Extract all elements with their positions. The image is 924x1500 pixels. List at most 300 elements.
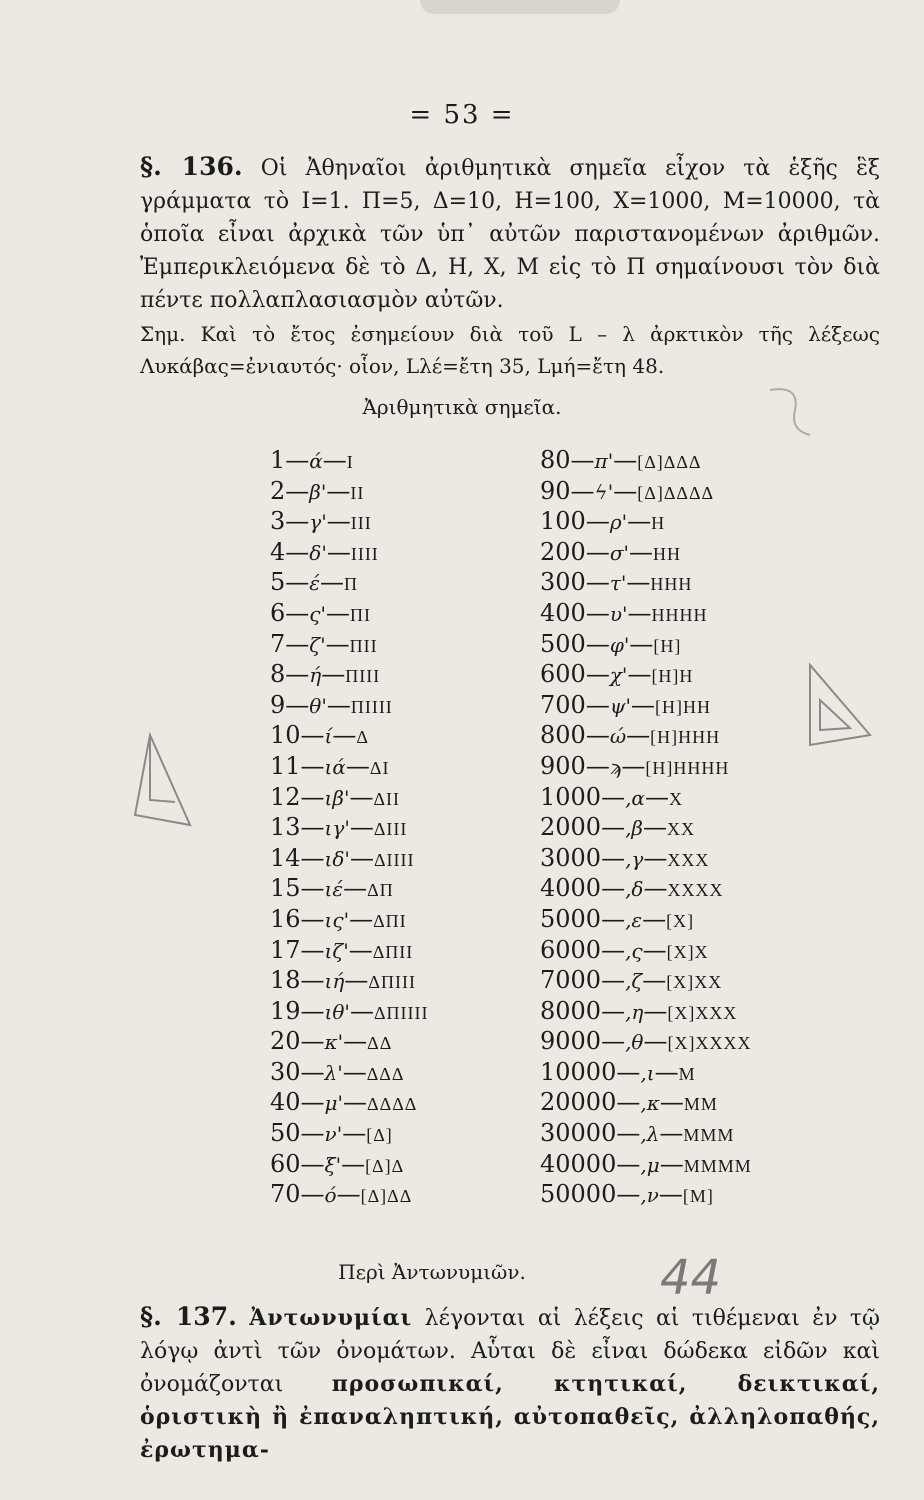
- greek-numeral: π': [594, 449, 614, 473]
- dash-separator: —: [616, 1119, 641, 1148]
- attic-numeral: ΗΗΗΗ: [651, 604, 708, 625]
- dash-separator: —: [285, 476, 310, 505]
- dash-separator: —: [627, 598, 652, 627]
- dash-separator: —: [320, 568, 345, 597]
- dash-separator: —: [659, 1149, 684, 1178]
- dash-separator: —: [326, 476, 351, 505]
- numeral-row: [540, 782, 752, 813]
- dash-separator: —: [585, 568, 610, 597]
- arabic-number: 10000: [540, 1057, 617, 1086]
- arabic-number: 500: [540, 629, 586, 658]
- dash-separator: —: [585, 537, 610, 566]
- numeral-row: [540, 812, 752, 843]
- dash-separator: —: [643, 813, 667, 842]
- numeral-row: [540, 873, 752, 904]
- greek-numeral: ,η: [625, 999, 644, 1024]
- dash-separator: —: [341, 1149, 366, 1178]
- dash-separator: —: [570, 476, 595, 505]
- attic-numeral: [Χ]ΧΧ: [666, 972, 723, 993]
- numeral-row: [540, 751, 752, 782]
- numeral-row: [540, 598, 752, 629]
- attic-numeral: ΔΠ: [367, 880, 394, 901]
- numeral-row: [540, 506, 752, 537]
- dash-separator: —: [642, 935, 667, 964]
- numeral-row: [270, 812, 429, 843]
- arabic-number: 4: [270, 537, 286, 566]
- dash-separator: —: [300, 874, 325, 903]
- attic-numeral: [Χ]ΧΧΧ: [667, 1002, 738, 1023]
- numeral-row: [540, 904, 752, 935]
- greek-numeral: ώ: [609, 724, 627, 749]
- attic-numeral: ΙΙΙ: [350, 513, 372, 534]
- greek-numeral: ιή: [324, 969, 345, 994]
- handwritten-note: 44: [660, 1250, 722, 1306]
- attic-numeral: ΠΙ: [349, 604, 371, 625]
- dash-separator: —: [643, 1027, 668, 1056]
- attic-numeral: ΠΙΙΙΙ: [350, 696, 393, 717]
- attic-numeral: [Χ]ΧΧΧΧ: [667, 1033, 752, 1054]
- dash-separator: —: [285, 446, 310, 474]
- dash-separator: —: [585, 507, 610, 536]
- arabic-number: 400: [540, 598, 586, 627]
- dash-separator: —: [631, 690, 655, 719]
- numerals-right-column: [540, 445, 752, 1210]
- attic-numeral: [Χ]: [666, 910, 695, 931]
- dash-separator: —: [601, 813, 626, 842]
- greek-numeral: ς': [309, 601, 326, 626]
- arabic-number: 800: [540, 721, 586, 750]
- arabic-number: 1000: [540, 782, 602, 811]
- arabic-number: 1: [270, 446, 286, 474]
- greek-numeral: ιζ': [324, 938, 349, 963]
- arabic-number: 9: [270, 690, 286, 719]
- attic-numeral: [Δ]ΔΔΔ: [637, 452, 702, 472]
- dash-separator: —: [643, 874, 668, 903]
- greek-numeral: ϡ: [609, 754, 622, 779]
- attic-numeral: ΜΜΜ: [683, 1125, 735, 1146]
- dash-separator: —: [643, 996, 668, 1025]
- dash-separator: —: [300, 721, 325, 750]
- arabic-number: 4000: [540, 874, 602, 903]
- numeral-row: [270, 873, 429, 904]
- dash-separator: —: [629, 629, 654, 658]
- arabic-number: 2: [270, 476, 286, 505]
- arabic-number: 20000: [540, 1088, 617, 1117]
- dash-separator: —: [300, 782, 325, 811]
- torn-edge: [420, 0, 620, 14]
- numeral-row: [270, 537, 429, 568]
- attic-numeral: ΙΙΙΙ: [350, 543, 379, 564]
- dash-separator: —: [642, 904, 667, 933]
- numerals-left-column: [270, 445, 429, 1210]
- numeral-row: [270, 965, 429, 996]
- dash-separator: —: [300, 1119, 325, 1148]
- arabic-number: 6: [270, 598, 286, 627]
- dash-separator: —: [616, 1057, 641, 1086]
- page-number: = 53 =: [409, 100, 515, 130]
- attic-numeral: [Η]ΗΗΗ: [650, 727, 721, 748]
- dash-separator: —: [659, 1119, 684, 1148]
- greek-numeral: ϟ': [594, 479, 614, 504]
- numeral-row: [540, 1179, 752, 1210]
- arabic-number: 30000: [540, 1119, 617, 1148]
- dash-separator: —: [613, 476, 638, 505]
- arabic-number: 15: [270, 874, 301, 903]
- attic-numeral: Π: [344, 574, 359, 595]
- attic-numeral: ΧΧΧ: [667, 849, 710, 870]
- attic-numeral: ΧΧ: [667, 819, 695, 840]
- dash-separator: —: [326, 690, 351, 719]
- numeral-row: [270, 476, 429, 507]
- greek-numeral: ό: [324, 1183, 337, 1208]
- arabic-number: 2000: [540, 813, 602, 842]
- arabic-number: 20: [270, 1027, 301, 1056]
- greek-numeral: ,κ: [640, 1091, 660, 1116]
- attic-numeral: ΜΜ: [683, 1094, 718, 1115]
- numeral-row: [540, 567, 752, 598]
- numeral-row: [270, 1179, 429, 1210]
- greek-numeral: ,δ: [625, 877, 644, 902]
- dash-separator: —: [626, 568, 651, 597]
- arabic-number: 40000: [540, 1149, 617, 1178]
- section-136-number: §. 136.: [140, 152, 243, 181]
- dash-separator: —: [285, 598, 310, 627]
- dash-separator: —: [601, 935, 626, 964]
- dash-separator: —: [349, 813, 374, 842]
- attic-numeral: ΔΙΙΙΙ: [373, 849, 415, 870]
- numeral-row: [540, 1026, 752, 1057]
- arabic-number: 7: [270, 629, 286, 658]
- dash-separator: —: [300, 1149, 325, 1178]
- numeral-row: [270, 690, 429, 721]
- attic-numeral: ΔΔΔ: [366, 1063, 405, 1084]
- dash-separator: —: [349, 996, 374, 1025]
- numeral-row: [540, 1118, 752, 1149]
- dash-separator: —: [601, 843, 626, 872]
- arabic-number: 13: [270, 813, 301, 842]
- numeral-row: [270, 1087, 429, 1118]
- dash-separator: —: [300, 813, 325, 842]
- numeral-row: [270, 1057, 429, 1088]
- greek-numeral: ,ς: [625, 938, 643, 963]
- arabic-number: 60: [270, 1149, 301, 1178]
- dash-separator: —: [343, 874, 368, 903]
- attic-numeral: [Δ]ΔΔ: [360, 1186, 413, 1207]
- arabic-number: 3: [270, 507, 286, 536]
- arabic-number: 10: [270, 721, 301, 750]
- dash-separator: —: [300, 1088, 325, 1117]
- greek-numeral: ιθ': [324, 999, 350, 1024]
- dash-separator: —: [300, 1057, 325, 1086]
- greek-numeral: ,γ: [625, 846, 644, 871]
- dash-separator: —: [601, 904, 626, 933]
- arabic-number: 18: [270, 966, 301, 995]
- dash-separator: —: [626, 721, 651, 750]
- numeral-row: [270, 567, 429, 598]
- dash-separator: —: [349, 782, 374, 811]
- attic-numeral: ΠΙΙΙ: [345, 666, 381, 687]
- greek-numeral: ψ': [609, 693, 631, 718]
- arabic-number: 30: [270, 1057, 301, 1086]
- pencil-mark-icon: [760, 380, 820, 440]
- dash-separator: —: [601, 966, 626, 995]
- pencil-sketch-left-icon: [120, 730, 200, 830]
- numeral-row: [270, 445, 429, 476]
- greek-numeral: ρ': [609, 510, 628, 535]
- numeral-row: [540, 690, 752, 721]
- dash-separator: —: [644, 782, 669, 811]
- greek-numeral: ιβ': [324, 785, 350, 810]
- dash-separator: —: [616, 1180, 641, 1209]
- numeral-row: [540, 1149, 752, 1180]
- numeral-row: [540, 935, 752, 966]
- dash-separator: —: [345, 751, 370, 780]
- section-136-text: Οἱ Ἀθηναῖοι ἀριθμητικὰ σημεῖα εἶχον τὰ ἑξῆς ἓξ γράμματα τὸ Ι=1. Π=5, Δ=10, Η=100, Χ=1000, Μ=10000, τὰ ὁποῖα εἶναι ἀρχικὰ τῶν ὑπ᾿ αὐτῶν παριστανομένων ἀριθμῶν. Ἐμπερικλειόμενα δὲ τὸ Δ, Η, Χ, Μ εἰς τὸ Π σημαίνουσι τὸν διὰ πέντε πολλαπλασιασμὸν αὐτῶν.: [140, 156, 880, 313]
- attic-numeral: Η: [651, 513, 666, 534]
- greek-numeral: φ': [609, 632, 630, 657]
- arabic-number: 16: [270, 904, 301, 933]
- greek-numeral: ,ζ: [625, 969, 643, 994]
- attic-numeral: ΔΠΙ: [373, 910, 407, 931]
- section-137-text: λέγονται αἱ λέξεις αἱ τιθέμεναι ἐν τῷ λόγῳ ἀντὶ τῶν ὀνομάτων. Αὗται δὲ εἶναι δώδεκα εἰδῶν καὶ ὀνομάζονται: [140, 1306, 880, 1397]
- attic-numeral: [Η]Η: [651, 666, 694, 687]
- dash-separator: —: [343, 1027, 368, 1056]
- dash-separator: —: [332, 721, 357, 750]
- attic-numeral: Χ: [668, 788, 683, 809]
- arabic-number: 70: [270, 1180, 301, 1209]
- greek-numeral: ιέ: [324, 877, 344, 902]
- dash-separator: —: [627, 507, 652, 536]
- attic-numeral: ΔΙ: [369, 757, 390, 778]
- dash-separator: —: [285, 507, 310, 536]
- dash-separator: —: [285, 537, 310, 566]
- dash-separator: —: [601, 782, 626, 811]
- arabic-number: 600: [540, 660, 586, 689]
- attic-numeral: ΜΜΜΜ: [683, 1155, 752, 1176]
- dash-separator: —: [658, 1180, 683, 1209]
- pronouns-heading: Περὶ Ἀντωνυμιῶν.: [338, 1260, 526, 1284]
- attic-numeral: ΔΙΙ: [373, 788, 401, 809]
- attic-numeral: [Η]: [653, 635, 682, 656]
- arabic-number: 9000: [540, 1027, 602, 1056]
- arabic-number: 12: [270, 782, 301, 811]
- greek-numeral: κ': [324, 1030, 344, 1055]
- arithmetic-signs-heading: Ἀριθμητικὰ σημεῖα.: [362, 395, 562, 419]
- attic-numeral: [Η]ΗΗ: [655, 696, 711, 717]
- dash-separator: —: [613, 446, 638, 474]
- numeral-row: [540, 1057, 752, 1088]
- greek-numeral: ,β: [625, 816, 643, 841]
- dash-separator: —: [321, 660, 346, 689]
- arabic-number: 80: [540, 446, 571, 474]
- dash-separator: —: [601, 1027, 626, 1056]
- greek-numeral: ν': [324, 1122, 343, 1147]
- greek-numeral: ,ι: [640, 1060, 655, 1085]
- arabic-number: 40: [270, 1088, 301, 1117]
- dash-separator: —: [326, 507, 351, 536]
- greek-numeral: σ': [609, 540, 629, 565]
- dash-separator: —: [300, 935, 325, 964]
- arabic-number: 900: [540, 751, 586, 780]
- arabic-number: 11: [270, 751, 301, 780]
- numeral-row: [270, 629, 429, 660]
- numeral-row: [270, 720, 429, 751]
- greek-numeral: ,μ: [640, 1152, 660, 1177]
- greek-numeral: ιδ': [324, 846, 350, 871]
- numeral-row: [540, 476, 752, 507]
- attic-numeral: [Μ]: [682, 1186, 714, 1207]
- dash-separator: —: [342, 1057, 367, 1086]
- attic-numeral: [Δ]ΔΔΔΔ: [637, 482, 715, 503]
- attic-numeral: [Χ]Χ: [666, 941, 709, 962]
- greek-numeral: λ': [324, 1060, 343, 1085]
- arabic-number: 5: [270, 568, 286, 597]
- greek-numeral: ί: [324, 724, 333, 749]
- dash-separator: —: [326, 537, 351, 566]
- greek-numeral: ή: [309, 663, 322, 688]
- greek-numeral: δ': [309, 540, 327, 565]
- dash-separator: —: [628, 537, 653, 566]
- section-137-paragraph: [140, 1300, 880, 1467]
- dash-separator: —: [601, 996, 626, 1025]
- attic-numeral: ΔΔ: [367, 1033, 393, 1054]
- arabic-number: 19: [270, 996, 301, 1025]
- dash-separator: —: [349, 843, 374, 872]
- dash-separator: —: [585, 660, 610, 689]
- dash-separator: —: [642, 966, 667, 995]
- pencil-sketch-right-icon: [800, 660, 880, 750]
- numeral-row: [270, 1026, 429, 1057]
- numeral-row: [270, 843, 429, 874]
- dash-separator: —: [285, 568, 310, 597]
- greek-numeral: ,α: [625, 785, 645, 810]
- greek-numeral: μ': [324, 1091, 344, 1116]
- numeral-row: [270, 659, 429, 690]
- numeral-row: [270, 1118, 429, 1149]
- dash-separator: —: [325, 629, 350, 658]
- greek-numeral: ιγ': [324, 816, 350, 841]
- dash-separator: —: [300, 1180, 325, 1209]
- dash-separator: —: [300, 751, 325, 780]
- greek-numeral: ιά: [324, 754, 346, 779]
- numeral-row: [540, 629, 752, 660]
- numeral-row: [540, 445, 752, 476]
- dash-separator: —: [601, 874, 626, 903]
- attic-numeral: ΔΔΔΔ: [367, 1094, 418, 1115]
- numeral-row: [540, 996, 752, 1027]
- arabic-number: 5000: [540, 904, 602, 933]
- dash-separator: —: [348, 935, 373, 964]
- attic-numeral: ΔΠΙΙΙ: [368, 972, 416, 993]
- dash-separator: —: [621, 751, 646, 780]
- attic-numeral: Δ: [356, 727, 369, 748]
- dash-separator: —: [300, 966, 325, 995]
- greek-numeral: έ: [309, 571, 321, 596]
- dash-separator: —: [616, 1088, 641, 1117]
- dash-separator: —: [585, 721, 610, 750]
- dash-separator: —: [344, 966, 369, 995]
- greek-numeral: ζ': [309, 632, 326, 657]
- numeral-row: [270, 996, 429, 1027]
- arabic-number: 14: [270, 843, 301, 872]
- attic-numeral: [Η]ΗΗΗΗ: [645, 757, 730, 778]
- dash-separator: —: [300, 843, 325, 872]
- numeral-row: [540, 537, 752, 568]
- numeral-row: [540, 965, 752, 996]
- greek-numeral: ά: [309, 449, 323, 473]
- numeral-row: [540, 659, 752, 690]
- arabic-number: 17: [270, 935, 301, 964]
- dash-separator: —: [300, 996, 325, 1025]
- arabic-number: 200: [540, 537, 586, 566]
- section-137-kinds: προσωπικαί, κτητικαί, δεικτικαί, ὁριστικὴ ἢ ἐπαναληπτική, αὐτοπαθεῖς, ἀλληλοπαθής, ἐρωτημα-: [140, 1371, 880, 1463]
- numeral-row: [540, 720, 752, 751]
- attic-numeral: ΔΙΙΙ: [373, 819, 408, 840]
- numeral-row: [270, 1149, 429, 1180]
- section-137-term: Ἀντωνυμίαι: [249, 1305, 413, 1331]
- greek-numeral: ,ν: [640, 1183, 659, 1208]
- dash-separator: —: [616, 1149, 641, 1178]
- greek-numeral: ξ': [324, 1152, 342, 1177]
- dash-separator: —: [627, 660, 652, 689]
- arabic-number: 700: [540, 690, 586, 719]
- arabic-number: 6000: [540, 935, 602, 964]
- numeral-row: [270, 904, 429, 935]
- dash-separator: —: [285, 690, 310, 719]
- greek-numeral: ις': [324, 907, 350, 932]
- arabic-number: 3000: [540, 843, 602, 872]
- numeral-row: [540, 1087, 752, 1118]
- attic-numeral: Μ: [678, 1063, 696, 1084]
- greek-numeral: γ': [309, 510, 327, 535]
- arabic-number: 300: [540, 568, 586, 597]
- arabic-number: 50: [270, 1119, 301, 1148]
- dash-separator: —: [659, 1088, 684, 1117]
- dash-separator: —: [300, 1027, 325, 1056]
- attic-numeral: [Δ]: [366, 1125, 393, 1146]
- greek-numeral: θ': [309, 693, 327, 718]
- numeral-row: [270, 782, 429, 813]
- attic-numeral: ΗΗ: [652, 543, 681, 564]
- greek-numeral: ,ε: [625, 907, 643, 932]
- attic-numeral: ΔΠΙΙ: [372, 941, 414, 962]
- numeral-row: [540, 843, 752, 874]
- greek-numeral: ,θ: [625, 1030, 644, 1055]
- dash-separator: —: [285, 629, 310, 658]
- greek-numeral: χ': [609, 663, 628, 688]
- greek-numeral: ,λ: [640, 1122, 660, 1147]
- dash-separator: —: [300, 904, 325, 933]
- dash-separator: —: [585, 751, 610, 780]
- numeral-row: [270, 598, 429, 629]
- arabic-number: 100: [540, 507, 586, 536]
- attic-numeral: [Δ]Δ: [365, 1155, 405, 1176]
- attic-numeral: ΠΙΙ: [349, 635, 378, 656]
- greek-numeral: τ': [609, 571, 627, 596]
- arabic-number: 8: [270, 660, 286, 689]
- dash-separator: —: [585, 690, 610, 719]
- attic-numeral: ΙΙ: [350, 482, 365, 503]
- dash-separator: —: [336, 1180, 361, 1209]
- section-136-paragraph: [140, 150, 880, 317]
- dash-separator: —: [343, 1088, 368, 1117]
- attic-numeral: ΗΗΗ: [650, 574, 693, 595]
- attic-numeral: Ι: [346, 452, 354, 472]
- dash-separator: —: [654, 1057, 679, 1086]
- numeral-row: [270, 506, 429, 537]
- dash-separator: —: [570, 446, 595, 474]
- arabic-number: 7000: [540, 966, 602, 995]
